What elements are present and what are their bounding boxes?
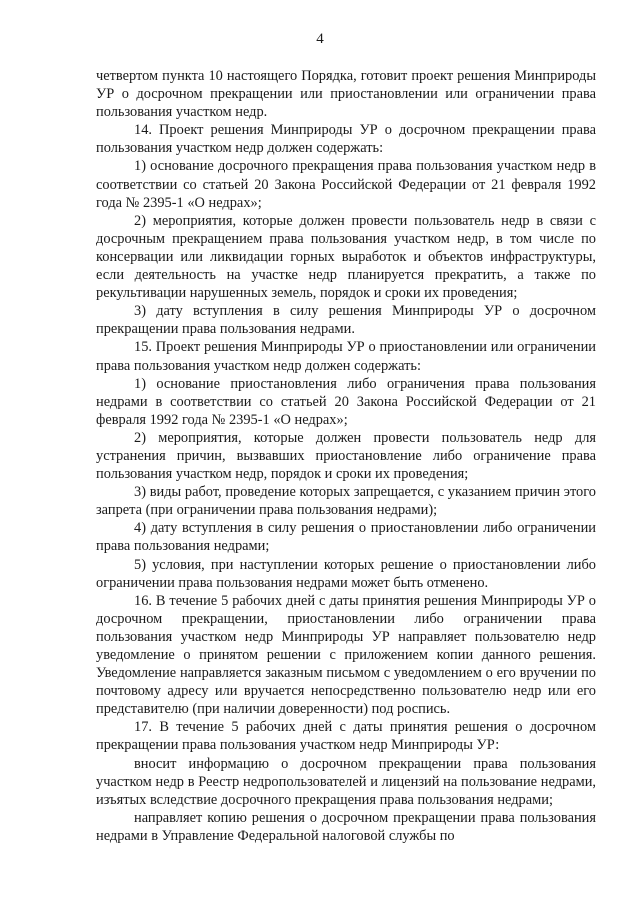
paragraph-clause-15-item-3: 3) виды работ, проведение которых запрещается, с указанием причин этого запрета (при ограничении права пользования недрами);: [96, 484, 596, 519]
paragraph-clause-14: 14. Проект решения Минприроды УР о досрочном прекращении права пользования участком недр должен содержать:: [96, 122, 596, 157]
paragraph-clause-14-item-2: 2) мероприятия, которые должен провести пользователь недр в связи с досрочным прекращением права пользования участком недр, в том числе по консервации или ликвидации горных выработок и объектов инфраструктуры, если деятельность на участке недр планируется прекратить, а также по рекультивации нарушенных земель, порядок и сроки их проведения;: [96, 212, 596, 302]
paragraph-clause-17-action-1: вносит информацию о досрочном прекращении права пользования участком недр в Реестр недропользователей и лицензий на пользование недрами, изъятых вследствие досрочного прекращения права пользования недрами;: [96, 755, 596, 808]
paragraph-clause-15-item-5: 5) условия, при наступлении которых решение о приостановлении либо ограничении права пользования недрами может быть отменено.: [96, 556, 596, 591]
paragraph-clause-16: 16. В течение 5 рабочих дней с даты принятия решения Минприроды УР о досрочном прекращении, приостановлении либо ограничении права пользования участком недр Минприроды УР направляет пользователю недр уведомление о принятом решении с приложением копии данного решения. Уведомление направляется заказным письмом с уведомлением о его вручении по почтовому адресу или вручается непосредственно пользователю недр или его представителю (при наличии доверенности) под роспись.: [96, 592, 596, 718]
paragraph-clause-15-item-2: 2) мероприятия, которые должен провести пользователь недр для устранения причин, вызвавших приостановление либо ограничение права пользования участком недр, порядок и сроки их проведения;: [96, 429, 596, 483]
document-body: [96, 67, 596, 845]
paragraph-clause-14-item-3: 3) дату вступления в силу решения Минприроды УР о досрочном прекращении права пользования недрами.: [96, 303, 596, 338]
paragraph-clause-15: 15. Проект решения Минприроды УР о приостановлении или ограничении права пользования участком недр должен содержать:: [96, 339, 596, 374]
paragraph-clause-14-item-1: 1) основание досрочного прекращения права пользования участком недр в соответствии со статьей 20 Закона Российской Федерации от 21 февраля 1992 года № 2395-1 «О недрах»;: [96, 158, 596, 211]
page-number: 4: [316, 31, 324, 47]
paragraph-clause-17: 17. В течение 5 рабочих дней с даты принятия решения о досрочном прекращении права пользования участком недр Минприроды УР:: [96, 719, 596, 754]
paragraph-clause-17-action-2: направляет копию решения о досрочном прекращении права пользования недрами в Управление Федеральной налоговой службы по: [96, 809, 596, 844]
paragraph-clause-15-item-4: 4) дату вступления в силу решения о приостановлении либо ограничении права пользования недрами;: [96, 520, 596, 555]
paragraph-clause-15-item-1: 1) основание приостановления либо ограничения права пользования недрами в соответствии со статьей 20 Закона Российской Федерации от 21 февраля 1992 года № 2395-1 «О недрах»;: [96, 375, 596, 428]
paragraph-continuation: четвертом пункта 10 настоящего Порядка, готовит проект решения Минприроды УР о досрочном прекращении или приостановлении или ограничении права пользования участком недр.: [96, 68, 596, 121]
